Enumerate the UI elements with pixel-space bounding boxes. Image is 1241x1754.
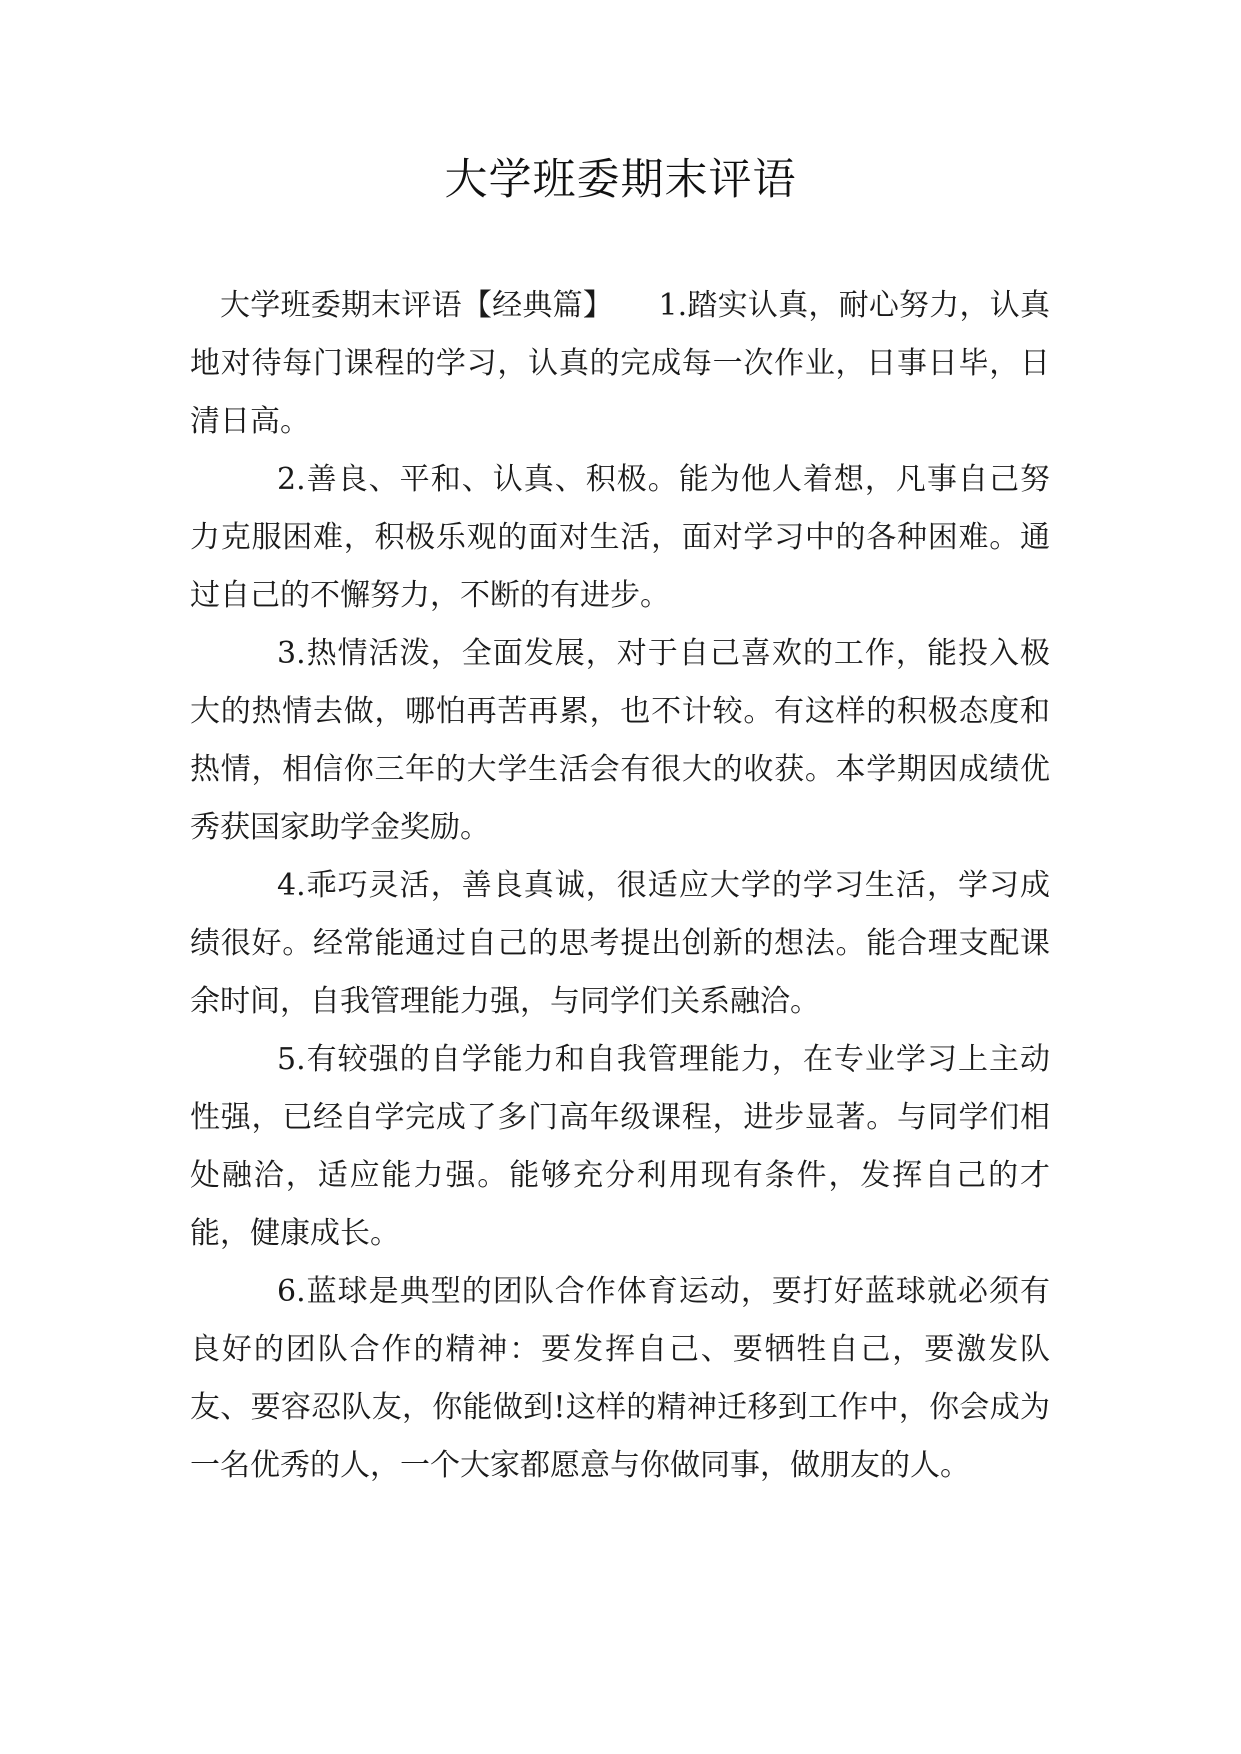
paragraph-5: 5.有较强的自学能力和自我管理能力，在专业学习上主动性强，已经自学完成了多门高年级课程，进步显著。与同学们相处融洽，适应能力强。能够充分利用现有条件，发挥自己的才能，健康成长。 — [190, 1042, 1050, 1251]
document-body — [190, 277, 1050, 1495]
paragraph-1: 大学班委期末评语【经典篇】 1.踏实认真，耐心努力，认真地对待每门课程的学习，认真的完成每一次作业，日事日毕，日清日高。 — [190, 288, 1050, 439]
paragraph-6: 6.蓝球是典型的团队合作体育运动，要打好蓝球就必须有良好的团队合作的精神：要发挥自己、要牺牲自己，要激发队友、要容忍队友，你能做到!这样的精神迁移到工作中，你会成为一名优秀的人，一个大家都愿意与你做同事，做朋友的人。 — [190, 1274, 1050, 1483]
paragraph-2: 2.善良、平和、认真、积极。能为他人着想，凡事自己努力克服困难，积极乐观的面对生活，面对学习中的各种困难。通过自己的不懈努力，不断的有进步。 — [190, 462, 1050, 613]
paragraph-3: 3.热情活泼，全面发展，对于自己喜欢的工作，能投入极大的热情去做，哪怕再苦再累，也不计较。有这样的积极态度和热情，相信你三年的大学生活会有很大的收获。本学期因成绩优秀获国家助学金奖励。 — [190, 636, 1050, 845]
page-title: 大学班委期末评语 — [444, 155, 797, 205]
paragraph-4: 4.乖巧灵活，善良真诚，很适应大学的学习生活，学习成绩很好。经常能通过自己的思考提出创新的想法。能合理支配课余时间，自我管理能力强，与同学们关系融洽。 — [190, 868, 1050, 1019]
